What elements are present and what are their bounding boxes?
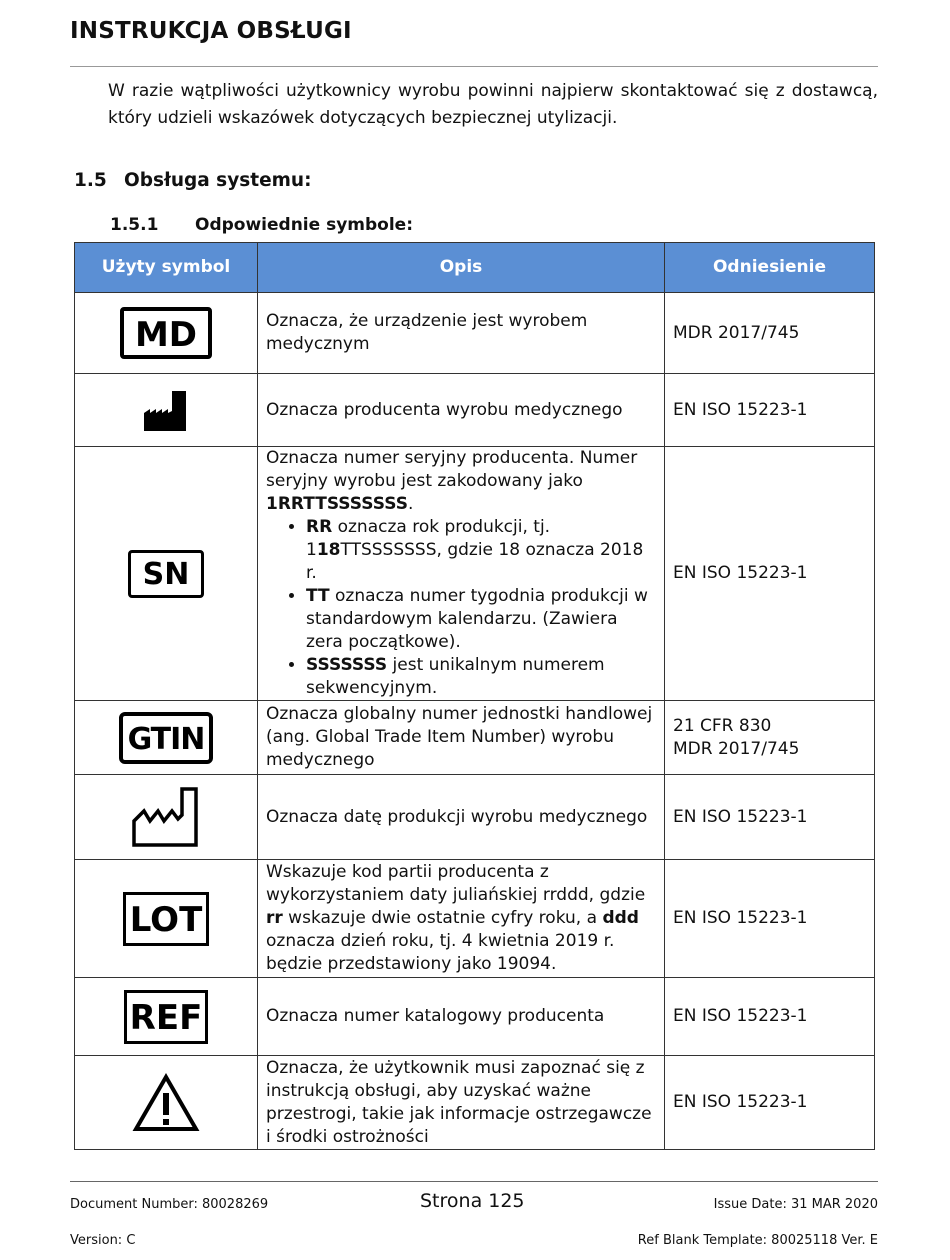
page-header-title: INSTRUKCJA OBSŁUGI [70,18,352,44]
table-row [75,1056,875,1150]
symbol-cell [75,447,258,701]
footer-version: Version: C [70,1233,136,1248]
footer-document-number: Document Number: 80028269 [70,1197,269,1212]
symbol-cell [75,293,258,374]
table-row [75,701,875,775]
list-item: • TT oznacza numer tygodnia produkcji w standardowym kalendarzu. (Zawiera zera początkowe). [306,585,656,654]
description-cell: Oznacza datę produkcji wyrobu medycznego [258,775,665,860]
reference-cell: EN ISO 15223-1 [665,374,875,447]
description-cell: Oznacza numer katalogowy producenta [258,978,665,1056]
lot-symbol-icon: LOT [123,892,209,946]
header-divider [70,66,878,67]
description-cell: Wskazuje kod partii producenta z wykorzystaniem daty juliańskiej rrddd, gdzie rr wskazuje dwie ostatnie cyfry roku, a ddd oznacza dzień roku, tj. 4 kwietnia 2019 r. będzie przedstawiony jako 19094. [258,860,665,978]
footer-template-reference: Ref Blank Template: 80025118 Ver. E [637,1233,878,1248]
description-cell: Oznacza, że użytkownik musi zapoznać się z instrukcją obsługi, aby uzyskać ważne przestrogi, takie jak informacje ostrzegawcze i środki ostrożności [258,1056,665,1150]
reference-cell: EN ISO 15223-1 [665,1056,875,1150]
list-item: • SSSSSSS jest unikalnym numerem sekwencyjnym. [306,654,656,700]
sn-bullet-list [266,516,656,700]
section-title: Obsługa systemu: [124,170,312,191]
column-header-description: Opis [258,243,665,293]
reference-cell [665,701,875,775]
column-header-reference: Odniesienie [665,243,875,293]
reference-cell: EN ISO 15223-1 [665,447,875,701]
footer-page-number: Strona 125 [420,1190,525,1212]
subsection-heading [110,215,413,235]
description-cell: Oznacza producenta wyrobu medycznego [258,374,665,447]
date-of-manufacture-icon [130,785,202,849]
manufacturer-icon [142,387,190,433]
symbol-cell [75,775,258,860]
symbol-cell [75,374,258,447]
table-header-row [75,243,875,293]
section-number: 1.5 [74,170,107,191]
symbol-cell [75,1056,258,1150]
table-row [75,374,875,447]
reference-cell: EN ISO 15223-1 [665,775,875,860]
reference-cell: EN ISO 15223-1 [665,978,875,1056]
description-cell [258,447,665,701]
sn-desc-intro: Oznacza numer seryjny producenta. Numer seryjny wyrobu jest zakodowany jako [266,448,638,491]
serial-number-icon: SN [128,550,204,598]
table-row [75,860,875,978]
footer-divider [70,1181,878,1182]
reference-line: 21 CFR 830 [673,715,772,736]
list-item: • RR oznacza rok produkcji, tj. 118TTSSSSSSS, gdzie 18 oznacza 2018 r. [306,516,656,585]
gtin-symbol-icon: GTIN [119,712,213,764]
table-row [75,775,875,860]
md-symbol-icon: MD [120,307,212,359]
table-row [75,447,875,701]
symbol-cell [75,860,258,978]
reference-cell: EN ISO 15223-1 [665,860,875,978]
warning-triangle-icon [132,1073,200,1133]
description-cell: Oznacza globalny numer jednostki handlowej (ang. Global Trade Item Number) wyrobu medycznego [258,701,665,775]
symbols-table [74,242,875,1150]
column-header-symbol: Użyty symbol [75,243,258,293]
description-cell: Oznacza, że urządzenie jest wyrobem medycznym [258,293,665,374]
sn-desc-end: . [407,494,414,514]
table-row [75,293,875,374]
reference-line: MDR 2017/745 [673,738,800,759]
reference-cell: MDR 2017/745 [665,293,875,374]
footer-issue-date: Issue Date: 31 MAR 2020 [713,1197,878,1212]
ref-symbol-icon: REF [124,990,208,1044]
intro-paragraph: W razie wątpliwości użytkownicy wyrobu powinni najpierw skontaktować się z dostawcą, który udzieli wskazówek dotyczących bezpiecznej utylizacji. [108,81,878,128]
symbol-cell [75,701,258,775]
sn-code: 1RRTTSSSSSSS [266,494,408,514]
section-heading [74,170,312,191]
subsection-title: Odpowiednie symbole: [195,215,413,235]
symbol-cell [75,978,258,1056]
subsection-number: 1.5.1 [110,215,159,235]
table-row [75,978,875,1056]
